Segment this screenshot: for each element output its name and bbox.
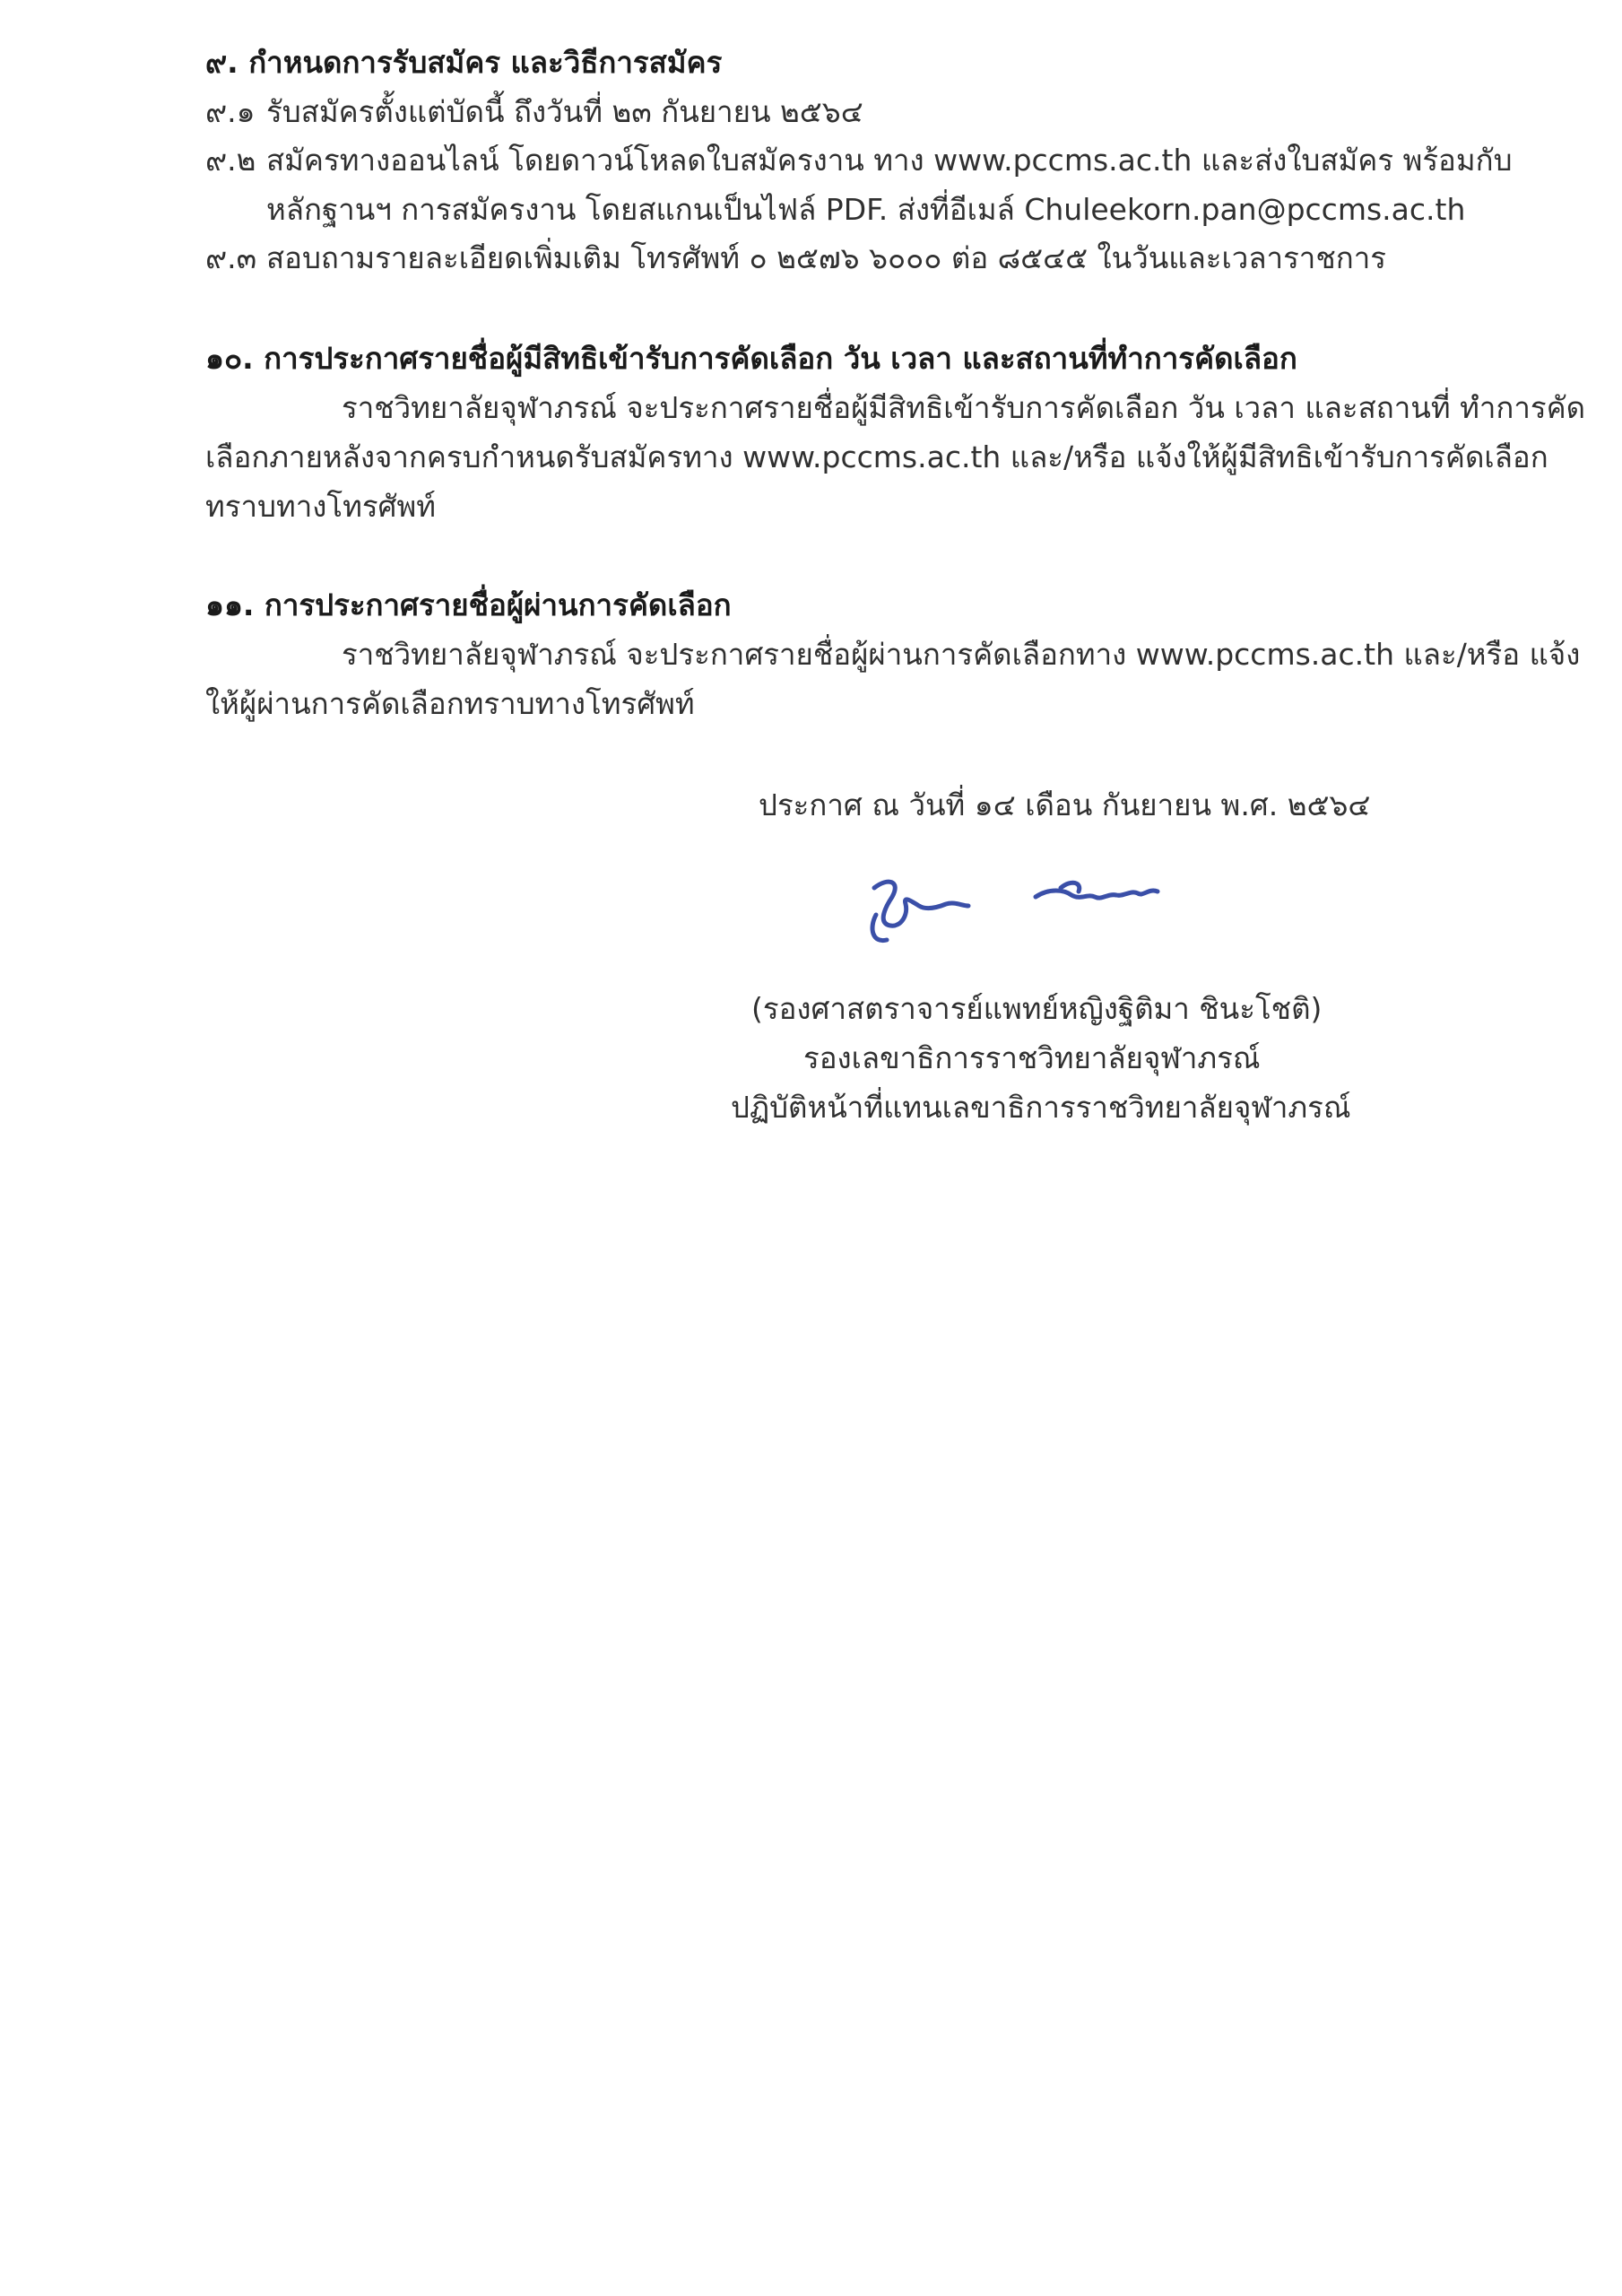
- item-number: ๙.๓: [205, 240, 257, 275]
- item-number: ๙.๑: [205, 94, 256, 129]
- item-text: สมัครทางออนไลน์ โดยดาวน์โหลดใบสมัครงาน ทาง www.pccms.ac.th และส่งใบสมัคร พร้อมกับ: [266, 143, 1513, 178]
- section-9-item-3: [205, 240, 1386, 276]
- section-11-heading: ๑๑. การประกาศรายชื่อผู้ผ่านการคัดเลือก: [205, 587, 732, 622]
- item-text: สอบถามรายละเอียดเพิ่มเติม โทรศัพท์ ๐ ๒๕๗๖ ๖๐๐๐ ต่อ ๘๕๔๕ ในวันและเวลาราชการ: [266, 240, 1386, 275]
- signatory-title: รองเลขาธิการราชวิทยาลัยจุฬาภรณ์: [803, 1040, 1261, 1075]
- section-11-line-1: ราชวิทยาลัยจุฬาภรณ์ จะประกาศรายชื่อผู้ผ่านการคัดเลือกทาง www.pccms.ac.th และ/หรือ แจ้ง: [342, 637, 1581, 672]
- section-10-line-1: ราชวิทยาลัยจุฬาภรณ์ จะประกาศรายชื่อผู้มีสิทธิเข้ารับการคัดเลือก วัน เวลา และสถานที่ ทำการคัด: [342, 390, 1586, 425]
- section-9-heading: ๙. กำหนดการรับสมัคร และวิธีการสมัคร: [205, 45, 723, 80]
- item-text: รับสมัครตั้งแต่บัดนี้ ถึงวันที่ ๒๓ กันยายน ๒๕๖๔: [266, 94, 863, 129]
- item-number: ๙.๒: [205, 143, 256, 178]
- section-9-item-2-continuation: หลักฐานฯ การสมัครงาน โดยสแกนเป็นไฟล์ PDF. ส่งที่อีเมล์ Chuleekorn.pan@pccms.ac.th: [266, 192, 1466, 227]
- section-9-item-2: [205, 143, 1513, 178]
- section-11-line-2: ให้ผู้ผ่านการคัดเลือกทราบทางโทรศัพท์: [205, 686, 695, 721]
- announcement-date: ประกาศ ณ วันที่ ๑๔ เดือน กันยายน พ.ศ. ๒๕๖๔: [759, 787, 1371, 822]
- section-10-heading: ๑๐. การประกาศรายชื่อผู้มีสิทธิเข้ารับการคัดเลือก วัน เวลา และสถานที่ทำการคัดเลือก: [205, 341, 1297, 376]
- section-10-line-2: เลือกภายหลังจากครบกำหนดรับสมัครทาง www.pccms.ac.th และ/หรือ แจ้งให้ผู้มีสิทธิเข้ารับการคัดเลือก: [205, 439, 1548, 474]
- signature-image: [856, 861, 1179, 960]
- signatory-name: (รองศาสตราจารย์แพทย์หญิงฐิติมา ชินะโชติ): [751, 991, 1323, 1026]
- section-9-item-1: [205, 94, 863, 130]
- signatory-role: ปฏิบัติหน้าที่แทนเลขาธิการราชวิทยาลัยจุฬาภรณ์: [731, 1090, 1351, 1125]
- section-10-line-3: ทราบทางโทรศัพท์: [205, 489, 437, 524]
